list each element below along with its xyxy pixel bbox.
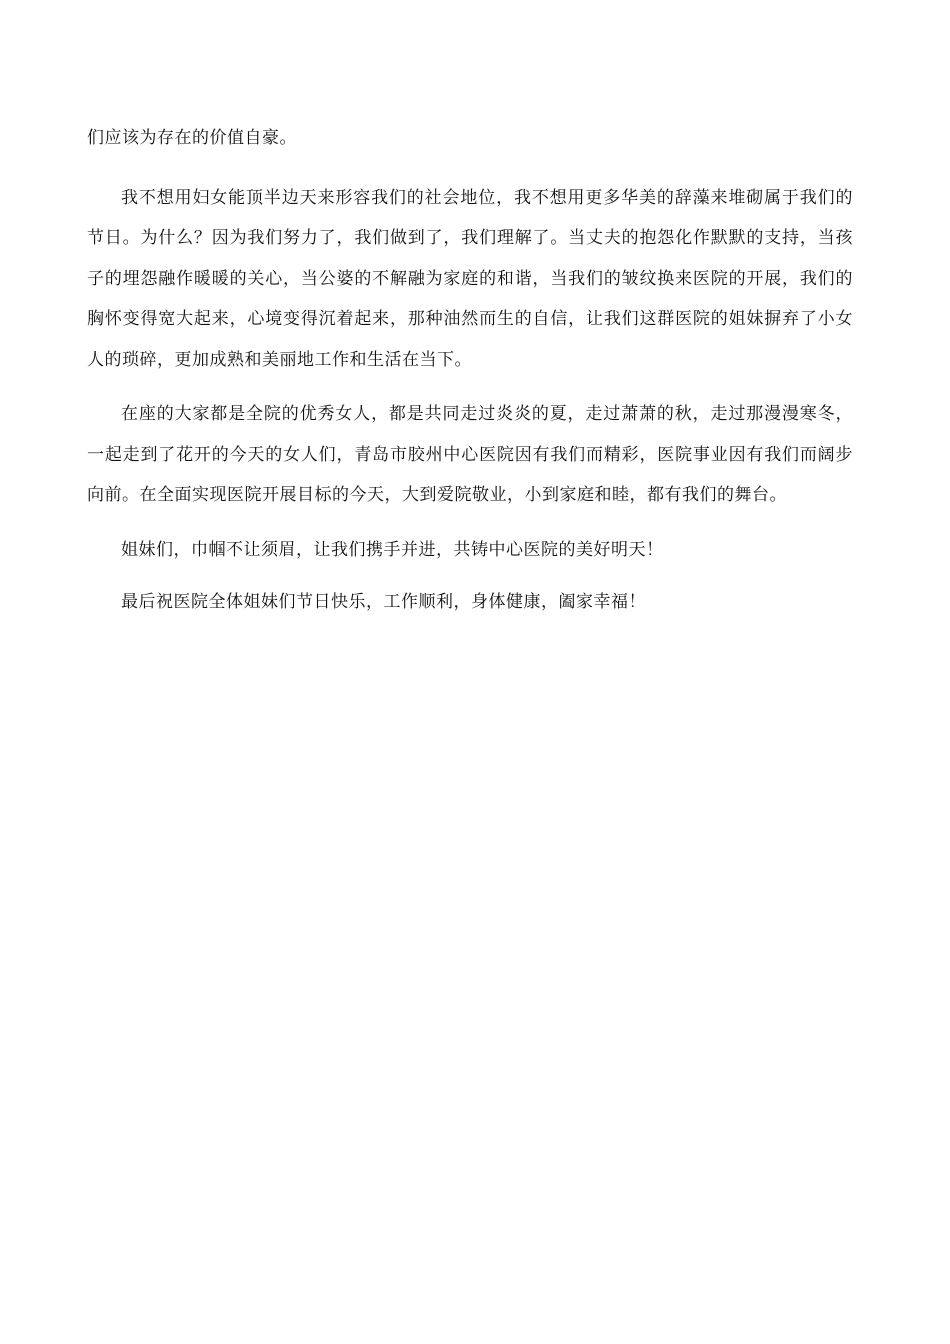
paragraph-social-status: 我不想用妇女能顶半边天来形容我们的社会地位，我不想用更多华美的辞藻来堆砌属于我们的节日。为什么？因为我们努力了，我们做到了，我们理解了。当丈夫的抱怨化作默默的支持，当孩子的埋怨融作暖暖的关心，当公婆的不解融为家庭的和谐，当我们的皱纹换来医院的开展，我们的胸怀变得宽大起来，心境变得沉着起来，那种油然而生的自信，让我们这群医院的姐妹摒弃了小女人的琐碎，更加成熟和美丽地工作和生活在当下。	[87, 187, 853, 370]
paragraph-hospital-women: 在座的大家都是全院的优秀女人，都是共同走过炎炎的夏，走过萧萧的秋，走过那漫漫寒冬，一起走到了花开的今天的女人们，青岛市胶州中心医院因有我们而精彩，医院事业因有我们而阔步向前。在全面实现医院开展目标的今天，大到爱院敬业，小到家庭和睦，都有我们的舞台。	[87, 404, 853, 505]
document-body	[87, 118, 853, 637]
paragraph-continuation: 们应该为存在的价值自豪。	[87, 128, 297, 148]
paragraph-call-to-action: 姐妹们，巾帼不让须眉，让我们携手并进，共铸中心医院的美好明天！	[121, 539, 664, 560]
paragraph-closing-wishes: 最后祝医院全体姐妹们节日快乐，工作顺利，身体健康，阖家幸福！	[121, 592, 646, 612]
